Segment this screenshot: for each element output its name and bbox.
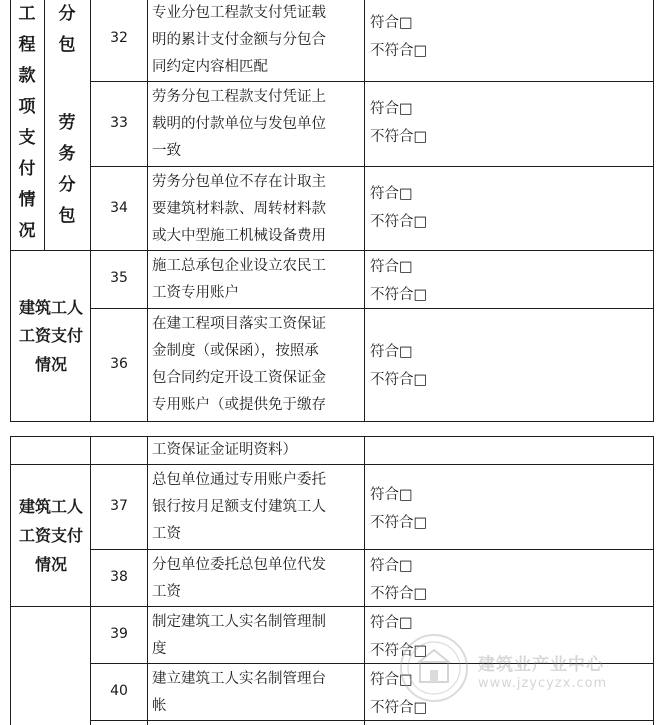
option-comply[interactable]: 符合□ xyxy=(370,259,413,275)
row-options xyxy=(370,180,427,236)
row-number: 39 xyxy=(110,626,128,642)
row-number: 38 xyxy=(110,569,128,585)
row-description xyxy=(152,169,364,250)
desc-line: 包合同约定开设工资保证金 xyxy=(152,370,326,386)
option-comply[interactable]: 符合□ xyxy=(370,186,413,202)
group-char: 支 xyxy=(18,128,36,148)
row-options xyxy=(370,253,427,309)
option-noncomply[interactable]: 不符合□ xyxy=(370,129,428,145)
row-description xyxy=(152,666,364,720)
desc-line: 一致 xyxy=(152,143,181,159)
row-number: 34 xyxy=(110,200,128,216)
group-char: 工 xyxy=(18,4,36,24)
group-char: 况 xyxy=(18,221,36,241)
group-char: 程 xyxy=(18,35,36,55)
desc-line: 载明的付款单位与发包单位 xyxy=(152,116,326,132)
desc-line: 银行按月足额支付建筑工人 xyxy=(152,499,326,515)
desc-line: 施工总承包企业设立农民工 xyxy=(152,258,326,274)
section-line: 情况 xyxy=(34,555,67,574)
row-number: 36 xyxy=(110,356,128,372)
desc-line: 工资专用账户 xyxy=(152,285,239,301)
option-noncomply[interactable]: 不符合□ xyxy=(370,515,428,531)
option-noncomply[interactable]: 不符合□ xyxy=(370,586,428,602)
section-line: 工资支付 xyxy=(18,526,83,545)
option-comply[interactable]: 符合□ xyxy=(370,558,413,574)
watermark-seal-icon xyxy=(398,632,470,704)
row-description xyxy=(152,552,364,606)
row-number: 37 xyxy=(110,498,128,514)
option-noncomply[interactable]: 不符合□ xyxy=(370,643,428,659)
row-description xyxy=(152,0,364,81)
desc-line: 度 xyxy=(152,641,167,657)
group-char: 项 xyxy=(18,97,36,117)
watermark-name: 建筑业产业中心 xyxy=(478,655,604,675)
subgroup-char: 包 xyxy=(58,35,76,55)
subgroup-char: 包 xyxy=(58,206,76,226)
row-description xyxy=(152,253,364,307)
row-number: 40 xyxy=(110,683,128,699)
desc-line: 劳务分包单位不存在计取主 xyxy=(152,174,326,190)
section-line: 建筑工人 xyxy=(18,497,83,516)
subgroup-char: 分 xyxy=(58,4,76,24)
desc-line: 分包单位委托总包单位代发 xyxy=(152,557,326,573)
option-comply[interactable]: 符合□ xyxy=(370,615,413,631)
desc-line: 总包单位通过专用账户委托 xyxy=(152,472,326,488)
group-char: 付 xyxy=(18,159,36,179)
option-comply[interactable]: 符合□ xyxy=(370,487,413,503)
group-char: 情 xyxy=(18,190,36,210)
option-noncomply[interactable]: 不符合□ xyxy=(370,43,428,59)
row-options xyxy=(370,9,427,65)
row-options xyxy=(370,481,427,537)
subgroup-char: 分 xyxy=(58,175,76,195)
group-char: 款 xyxy=(18,66,36,86)
option-comply[interactable]: 符合□ xyxy=(370,101,413,117)
row-description xyxy=(152,467,364,548)
desc-line: 同约定内容相匹配 xyxy=(152,59,268,75)
option-comply[interactable]: 符合□ xyxy=(370,15,413,31)
option-noncomply[interactable]: 不符合□ xyxy=(370,287,428,303)
desc-line: 专用账户（或提供免于缴存 xyxy=(152,397,326,413)
desc-line: 建立建筑工人实名制管理台 xyxy=(152,671,326,687)
row-description xyxy=(152,84,364,165)
row-number: 33 xyxy=(110,115,128,131)
section-line: 工资支付 xyxy=(18,326,83,345)
desc-line: 要建筑材料款、周转材料款 xyxy=(152,201,326,217)
option-noncomply[interactable]: 不符合□ xyxy=(370,214,428,230)
option-noncomply[interactable]: 不符合□ xyxy=(370,700,428,716)
desc-line: 制定建筑工人实名制管理制 xyxy=(152,614,326,630)
desc-line: 工资 xyxy=(152,584,181,600)
row-number: 32 xyxy=(110,30,128,46)
desc-line: 帐 xyxy=(152,698,167,714)
subgroup-char: 劳 xyxy=(58,113,76,133)
section-line: 建筑工人 xyxy=(18,298,83,317)
desc-line: 劳务分包工程款支付凭证上 xyxy=(152,89,326,105)
row-number: 35 xyxy=(110,270,128,286)
continuation-text: 工资保证金证明资料） xyxy=(152,442,297,458)
desc-line: 专业分包工程款支付凭证载 xyxy=(152,5,326,21)
section-line: 情况 xyxy=(34,355,67,374)
row-options xyxy=(370,95,427,151)
desc-line: 金制度（或保函），按照承 xyxy=(152,343,319,359)
row-options xyxy=(370,338,427,394)
desc-line: 在建工程项目落实工资保证 xyxy=(152,316,326,332)
row-options xyxy=(370,552,427,608)
option-comply[interactable]: 符合□ xyxy=(370,344,413,360)
watermark-url: www.jzycyzx.com xyxy=(478,676,608,691)
row-description xyxy=(152,609,364,663)
option-noncomply[interactable]: 不符合□ xyxy=(370,372,428,388)
desc-line: 明的累计支付金额与分包合 xyxy=(152,32,326,48)
desc-line: 或大中型施工机械设备费用 xyxy=(152,228,326,244)
desc-line: 工资 xyxy=(152,526,181,542)
option-comply[interactable]: 符合□ xyxy=(370,672,413,688)
subgroup-char: 务 xyxy=(58,144,76,164)
row-description xyxy=(152,311,364,419)
